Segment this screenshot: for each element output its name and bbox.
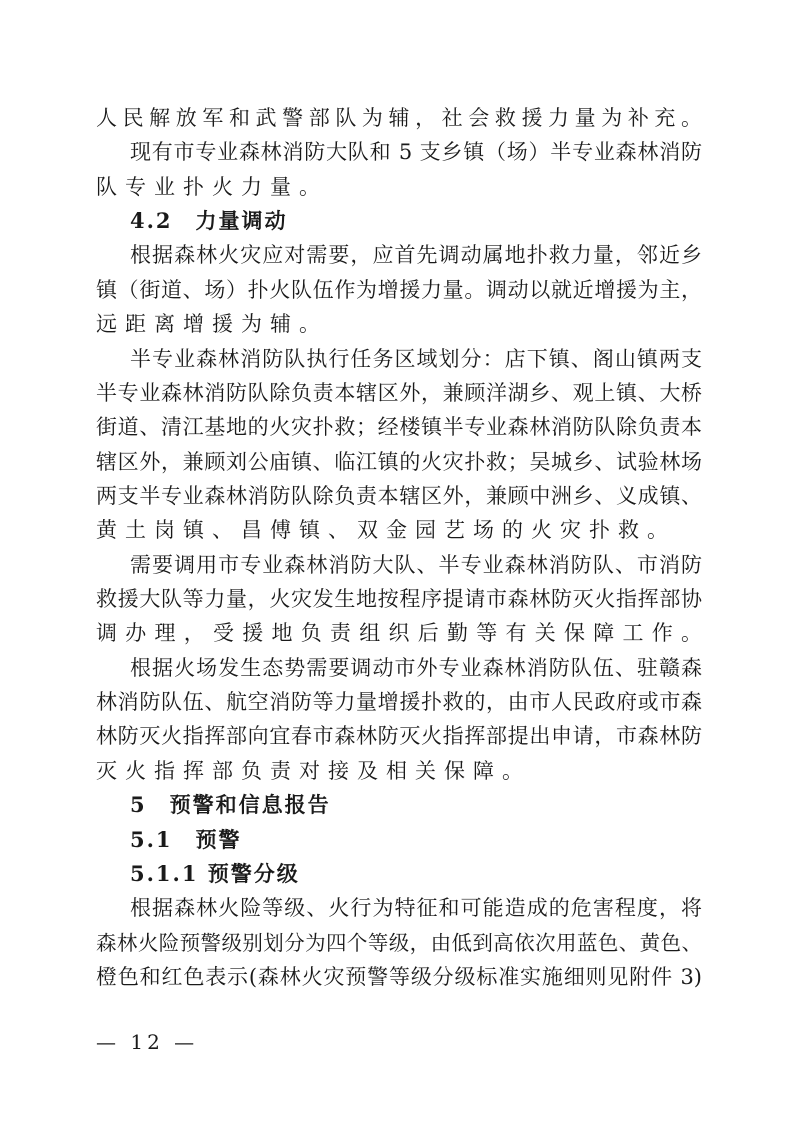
- section-heading: [96, 788, 702, 822]
- text-line: 两支半专业森林消防队除负责本辖区外，兼顾中洲乡、义成镇、: [96, 483, 702, 508]
- text-line: 林防灭火指挥部向宜春市森林防灭火指挥部提出申请，市森林防: [96, 724, 702, 749]
- section-heading: [96, 857, 702, 891]
- section-heading: [96, 204, 702, 238]
- paragraph: [96, 238, 702, 341]
- text-line: 半专业森林消防队执行任务区域划分：店下镇、阁山镇两支: [130, 346, 702, 371]
- text-line: 森林火险预警级别划分为四个等级，由低到高依次用蓝色、黄色、: [96, 930, 702, 955]
- text-line: 5.1.1 预警分级: [130, 860, 300, 886]
- text-line: 半专业森林消防队除负责本辖区外，兼顾洋湖乡、观上镇、大桥: [96, 380, 702, 405]
- text-line: 镇（街道、场）扑火队伍作为增援力量。调动以就近增援为主，: [96, 277, 702, 302]
- text-line: 根据森林火险等级、火行为特征和可能造成的危害程度，将: [130, 896, 702, 921]
- text-line: 调办理，受援地负责组织后勤等有关保障工作。: [96, 621, 702, 646]
- text-line: 辖区外，兼顾刘公庙镇、临江镇的火灾扑救；吴城乡、试验林场: [96, 449, 702, 474]
- text-line: 林消防队伍、航空消防等力量增援扑救的，由市人民政府或市森: [96, 690, 702, 715]
- text-line: 灭火指挥部负责对接及相关保障。: [96, 758, 531, 783]
- text-line: 队专业扑火力量。: [96, 174, 328, 199]
- text-line: 远距离增援为辅。: [96, 312, 328, 337]
- text-line: 街道、清江基地的火灾扑救；经楼镇半专业森林消防队除负责本: [96, 415, 702, 440]
- page-number: — 12 —: [96, 1030, 199, 1054]
- text-line: 需要调用市专业森林消防大队、半专业森林消防队、市消防: [130, 552, 702, 577]
- text-line: 4.2 力量调动: [130, 208, 288, 234]
- text-line: 黄土岗镇、昌傅镇、双金园艺场的火灾扑救。: [96, 518, 676, 543]
- text-line: 根据森林火灾应对需要，应首先调动属地扑救力量，邻近乡: [130, 243, 702, 268]
- text-line: 救援大队等力量，火灾发生地按程序提请市森林防灭火指挥部协: [96, 587, 702, 612]
- paragraph: [96, 135, 702, 204]
- paragraph: [96, 891, 702, 994]
- section-heading: [96, 823, 702, 857]
- text-line: 现有市专业森林消防大队和 5 支乡镇（场）半专业森林消防: [130, 140, 702, 165]
- paragraph: [96, 651, 702, 788]
- text-line: 5.1 预警: [130, 826, 242, 852]
- text-line: 橙色和红色表示(森林火灾预警等级分级标准实施细则见附件 3): [96, 964, 702, 989]
- text-line: 人民解放军和武警部队为辅，社会救援力量为补充。: [96, 106, 702, 130]
- paragraph: [96, 548, 702, 651]
- paragraph: [96, 101, 702, 135]
- text-line: 根据火场发生态势需要调动市外专业森林消防队伍、驻赣森: [130, 655, 702, 680]
- document-body: [96, 101, 702, 994]
- paragraph: [96, 342, 702, 548]
- text-line: 5 预警和信息报告: [130, 792, 331, 818]
